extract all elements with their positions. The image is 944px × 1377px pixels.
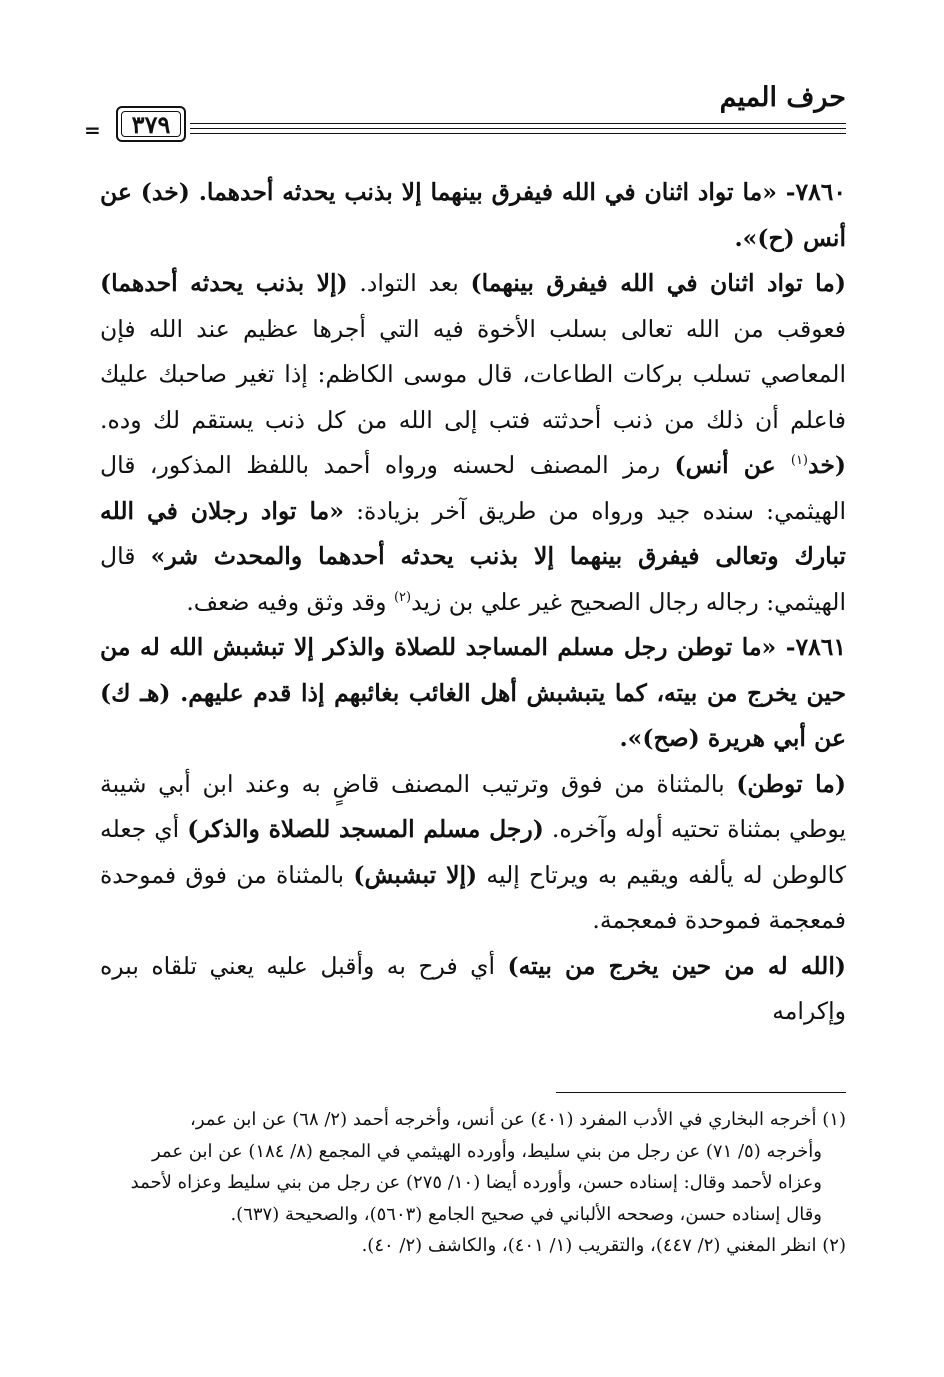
hadith-text: ٧٨٦١- «ما توطن رجل مسلم المساجد للصلاة والذكر إلا تبشبش الله له من حين يخرج من بيته، كما يتبشبش أهل الغائب بغائبهم إذا قدم عليهم. (هـ ك) عن أبي هريرة (صح)». — [100, 633, 846, 752]
footnote-1-line: وقال إسناده حسن، وصححه الألباني في صحيح الجامع (٥٦٠٣)، والصحيحة (٦٣٧). — [230, 1203, 822, 1225]
footnotes — [100, 1104, 846, 1262]
hadith-text: ٧٨٦٠- «ما تواد اثنان في الله فيفرق بينهما إلا بذنب يحدثه أحدهما. (خد) عن أنس (ح)». — [100, 178, 846, 252]
quoted-phrase: (رجل مسلم المسجد للصلاة والذكر) — [187, 815, 544, 843]
quoted-phrase: (ما توطن) — [736, 769, 846, 798]
commentary-text: بالمثناة من فوق فموحدة فمعجمة فموحدة فمعجمة. — [100, 860, 846, 934]
header-rule-line — [190, 133, 846, 134]
quoted-phrase: (ما تواد اثنان في الله فيفرق بينهما) — [470, 269, 846, 297]
page-number-frame — [116, 106, 186, 142]
commentary-text: وقد وثق وفيه ضعف. — [186, 587, 394, 616]
page-number: ٣٧٩ — [131, 109, 171, 139]
quoted-phrase: (إلا بذنب يحدثه أحدهما) — [100, 269, 348, 297]
quoted-phrase: (الله له من حين يخرج من بيته) — [507, 951, 846, 980]
footnote-1-line: وأخرجه (٥/ ٧١) عن رجل من بني سليط، وأورده الهيثمي في المجمع (٨/ ١٨٤) عن ابن عمر — [152, 1140, 822, 1162]
main-text — [100, 170, 846, 1035]
commentary-text: أي جعله كالوطن له يألفه ويقيم به ويرتاح إليه — [100, 815, 847, 889]
hadith-7860 — [100, 170, 846, 261]
header-rule — [84, 109, 846, 142]
commentary-text: أي فرح به وأقبل عليه يعني تلقاه ببره وإكرامه — [100, 951, 846, 1025]
page-number-marker: = — [84, 118, 101, 142]
commentary-7861 — [100, 762, 846, 944]
footnote-2: (٢) انظر المغني (٢/ ٤٤٧)، والتقريب (١/ ٤٠١)، والكاشف (٢/ ٤٠). — [361, 1235, 846, 1256]
quoted-phrase: (خد — [808, 451, 846, 479]
footnote-separator — [556, 1092, 846, 1093]
commentary-text: بالمثناة من فوق وترتيب المصنف قاضٍ به وعند ابن أبي شيبة يوطي بمثناة تحتيه أوله وآخره. — [100, 769, 847, 843]
commentary-7860 — [100, 261, 846, 625]
hadith-7861 — [100, 625, 846, 762]
commentary-text: بعد التواد. — [347, 269, 471, 297]
footnote-ref[interactable]: (١) — [790, 453, 808, 469]
commentary-text: فعوقب من الله تعالى بسلب الأخوة فيه التي أجرها عظيم عند الله فإن المعاصي تسلب بركات الطاعات، قال موسى الكاظم: إذا تغير صاحبك عليك فاعلم أن ذلك من ذنب أحدثته فتب إلى الله من كل ذنب يستقم لك وده. — [100, 314, 846, 434]
commentary-7861-cont — [100, 944, 846, 1035]
header-rule-line — [190, 128, 846, 129]
quoted-phrase: (إلا تبشبش) — [353, 860, 478, 889]
quoted-phrase: عن أنس) — [674, 451, 791, 479]
commentary-text: رمز المصنف لحسنه ورواه أحمد باللفظ المذكور، قال الهيثمي: سنده جيد ورواه من طريق آخر بزيادة: — [100, 451, 846, 525]
footnote-1-line: (١) أخرجه البخاري في الأدب المفرد (٤٠١) عن أنس، وأخرجه أحمد (٢/ ٦٨) عن ابن عمر، — [190, 1109, 846, 1130]
header-rule-line — [190, 123, 846, 124]
footnote-1-line: وعزاه لأحمد وقال: إسناده حسن، وأورده أيضا (١٠/ ٢٧٥) عن رجل من بني سليط وعزاه لأحمد — [130, 1172, 822, 1193]
footnote-ref[interactable]: (٢) — [393, 589, 412, 605]
commentary-text: قال الهيثمي: رجاله رجال الصحيح غير علي بن زيد — [100, 542, 846, 616]
quoted-hadith: «ما تواد رجلان في الله تبارك وتعالى فيفرق بينهما إلا بذنب يحدثه أحدهما والمحدث شر» — [100, 496, 846, 570]
running-title: حرف الميم — [719, 82, 846, 113]
